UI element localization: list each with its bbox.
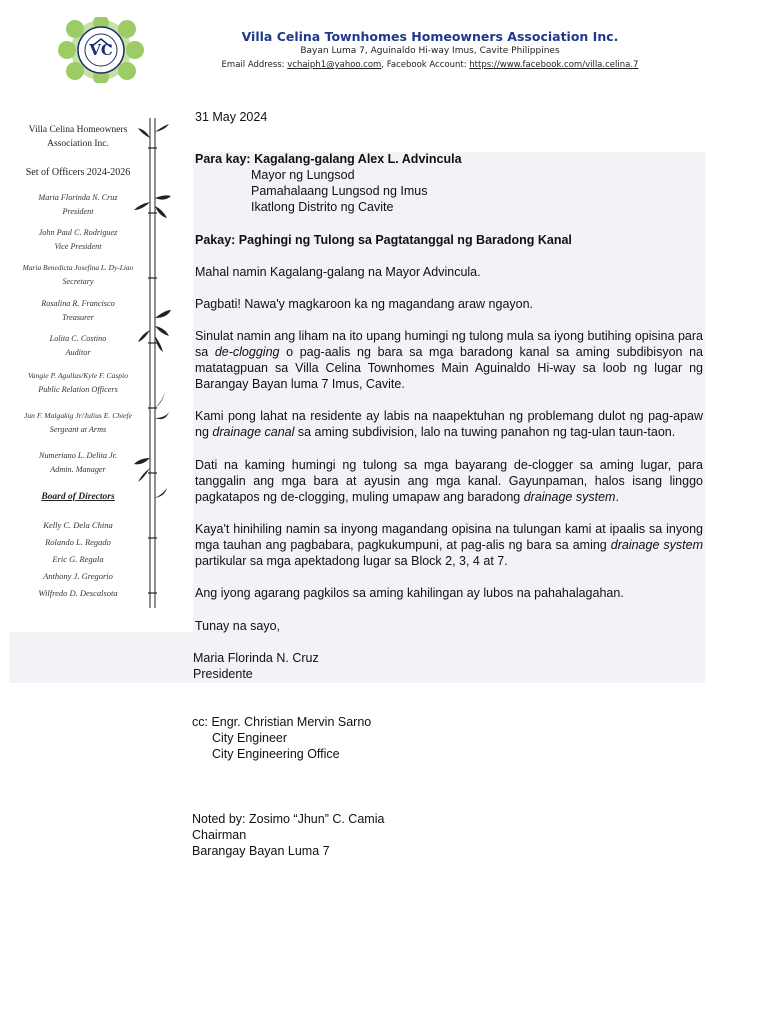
paragraph-4: Kaya't hinihiling namin sa inyong magandang opisina na tulungan kami at ipaalis sa inyong mga tauhan ang pagbabara, pagkukumpuni, at pag-alis ng bara sa aming drainage system partikular sa mga apektadong lugar sa Block 2, 3, 4 at 7. xyxy=(195,522,703,568)
officer-name: Rosalina R. Francisco xyxy=(41,299,115,308)
org-address: Bayan Luma 7, Aguinaldo Hi-way Imus, Cavite Philippines xyxy=(300,46,560,56)
director-name: Rolando L. Regado xyxy=(45,537,111,547)
officer-name: Numeriano L. Delita Jr. xyxy=(38,451,117,460)
org-name: Villa Celina Townhomes Homeowners Association Inc. xyxy=(241,29,619,44)
officer-name: Vangie P. Agullas/Kyle F. Caspio xyxy=(28,371,128,380)
officer-title: Treasurer xyxy=(62,313,94,322)
officer-name: Maria Benedicta Josefina L. Dy-Liao xyxy=(22,263,134,272)
sidebar-org-line2: Association Inc. xyxy=(47,139,109,149)
noted-by-line: Noted by: Zosimo “Jhun” C. Camia xyxy=(192,812,385,826)
association-logo xyxy=(55,17,147,83)
noted-by-title: Chairman xyxy=(192,828,247,842)
officer-name: John Paul C. Rodriguez xyxy=(38,228,118,237)
noted-by-office: Barangay Bayan Luma 7 xyxy=(192,844,330,858)
director-name: Wilfredo D. Descalsota xyxy=(38,588,118,598)
officer-title: President xyxy=(62,207,94,216)
cc-title: City Engineer xyxy=(212,731,288,745)
recipient-office: Pamahalaang Lungsod ng Imus xyxy=(251,184,428,198)
officer-title: Secretary xyxy=(62,277,94,286)
bamboo-decoration xyxy=(130,118,174,610)
officer-title: Admin. Manager xyxy=(50,465,106,474)
letter-date: 31 May 2024 xyxy=(195,110,268,124)
director-name: Kelly C. Dela China xyxy=(43,520,113,530)
paragraph-3: Dati na kaming humingi ng tulong sa mga bayarang de-clogger sa aming lugar, para tanggalin ang mga bara at ayusin ang mga kanal. Gayunpaman, halos isang linggo pagkatapos ng de-clogging, muling umapaw ang baradong drainage system. xyxy=(195,458,703,504)
cc-line: cc: Engr. Christian Mervin Sarno xyxy=(192,715,372,729)
recipient-title: Mayor ng Lungsod xyxy=(251,168,355,182)
director-name: Anthony J. Gregorio xyxy=(43,571,113,581)
officer-title: Auditor xyxy=(65,348,91,357)
signer-name: Maria Florinda N. Cruz xyxy=(193,651,319,665)
set-of-officers-title: Set of Officers 2024-2026 xyxy=(25,167,131,178)
cc-office: City Engineering Office xyxy=(212,747,340,761)
officer-name: Jun F. Malgakig Jr/Julius E. Chiefe xyxy=(23,411,133,420)
signer-title: Presidente xyxy=(193,667,253,681)
email-label: Email Address: xyxy=(221,60,285,70)
letter-panel-bottom xyxy=(9,632,705,683)
letter-salutation: Mahal namin Kagalang-galang na Mayor Advincula. xyxy=(195,265,481,279)
facebook-link[interactable]: https://www.facebook.com/villa.celina.7 xyxy=(469,60,639,70)
officer-title: Sergeant at Arms xyxy=(49,425,107,434)
sidebar-org-line1: Villa Celina Homeowners xyxy=(28,125,128,135)
letter-subject: Pakay: Paghingi ng Tulong sa Pagtatanggal ng Baradong Kanal xyxy=(195,233,572,247)
paragraph-1: Sinulat namin ang liham na ito upang humingi ng tulong mula sa iyong butihing opisina para sa de-clogging o pag-aalis ng bara sa mga baradong kanal sa aming subdibisyon na matatagpuan sa Villa Celina Townhomes Main Aguinaldo Hi-way sa loob ng lugar ng Barangay Bayan luma 7 Imus, Cavite. xyxy=(195,329,703,391)
recipient-district: Ikatlong Distrito ng Cavite xyxy=(251,200,394,214)
officer-name: Maria Florinda N. Cruz xyxy=(38,193,118,202)
paragraph-5: Ang iyong agarang pagkilos sa aming kahilingan ay lubos na pahahalagahan. xyxy=(195,586,624,600)
director-name: Eric G. Regala xyxy=(52,554,104,564)
officer-name: Lolita C. Costino xyxy=(49,334,107,343)
letter-greeting: Pagbati! Nawa'y magkaroon ka ng magandang araw ngayon. xyxy=(195,297,534,311)
letter-closing: Tunay na sayo, xyxy=(195,619,281,633)
svg-text:VC: VC xyxy=(89,41,113,59)
email-link[interactable]: vchaiph1@yahoo.com xyxy=(287,60,382,70)
officer-title: Public Relation Officers xyxy=(38,385,118,394)
recipient-line: Para kay: Kagalang-galang Alex L. Advincula xyxy=(195,152,462,166)
officer-title: Vice President xyxy=(54,242,102,251)
paragraph-2: Kami pong lahat na residente ay labis na naapektuhan ng problemang dulot ng pag-apaw ng drainage canal sa aming subdivision, lalo na tuwing panahon ng tag-ulan taun-taon. xyxy=(195,409,703,439)
org-contact xyxy=(180,60,680,70)
facebook-label: , Facebook Account: xyxy=(381,60,467,70)
board-title: Board of Directors xyxy=(41,492,115,502)
